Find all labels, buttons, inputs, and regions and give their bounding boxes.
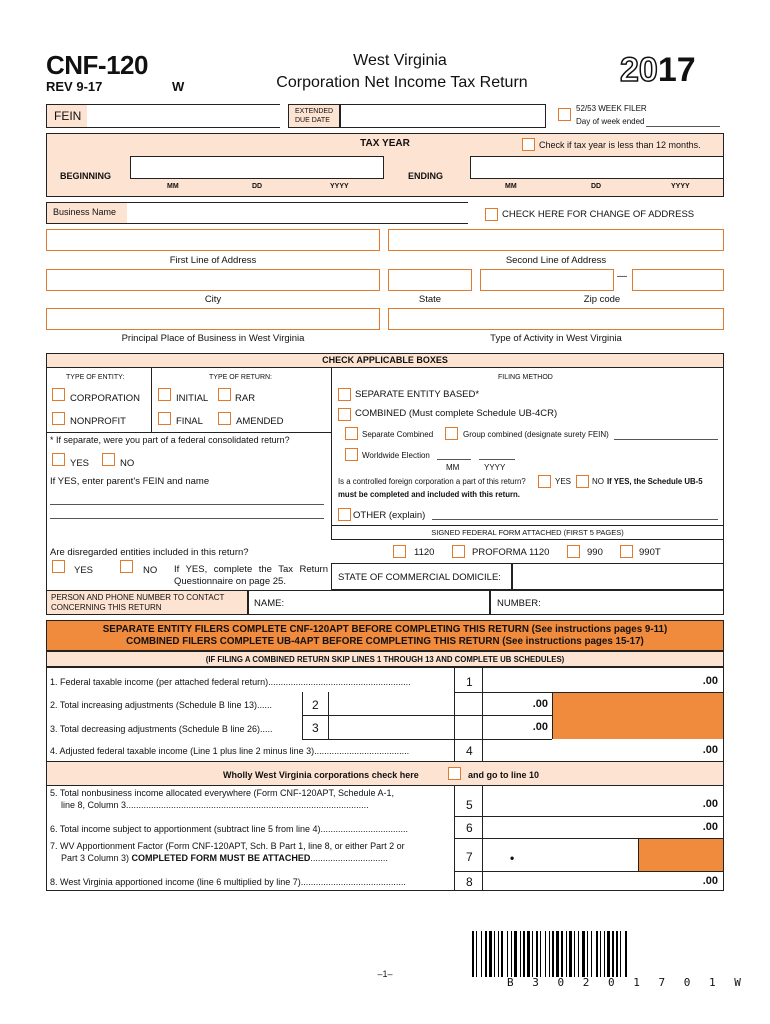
- barcode-bar: [604, 931, 605, 977]
- form-id: CNF-120: [46, 50, 148, 80]
- day-of-week-label: Day of week ended: [576, 117, 645, 126]
- worldwide-checkbox[interactable]: [345, 448, 358, 461]
- consolidated-yes-label: YES: [70, 458, 90, 469]
- cfc-yes-checkbox[interactable]: [538, 475, 551, 488]
- line-3-amount[interactable]: .00: [532, 721, 548, 733]
- form-w: W: [172, 79, 185, 94]
- barcode-bar: [620, 931, 621, 977]
- week-filer-label: 52/53 WEEK FILER: [576, 104, 647, 113]
- barcode-bar: [625, 931, 627, 977]
- year-prefix: 20: [620, 51, 658, 89]
- signed-federal-label: SIGNED FEDERAL FORM ATTACHED (FIRST 5 PAGES): [431, 528, 624, 537]
- col-23-right: [552, 692, 553, 739]
- year-suffix: 17: [657, 51, 696, 89]
- type-return-label: TYPE OF RETURN:: [209, 374, 273, 381]
- beginning-label: BEGINNING: [60, 171, 112, 181]
- barcode-bar: [600, 931, 601, 977]
- zip-label: Zip code: [583, 294, 621, 305]
- cfc-no-label: NO: [592, 477, 604, 486]
- worldwide-label: Worldwide Election: [362, 451, 430, 460]
- parent-fein-line2[interactable]: [50, 518, 324, 519]
- line-7-bold: COMPLETED FORM MUST BE ATTACHED: [131, 853, 311, 863]
- line-5-amount[interactable]: .00: [702, 798, 718, 810]
- contact-label: PERSON AND PHONE NUMBER TO CONTACT CONCERNING THIS RETURN: [51, 593, 225, 612]
- amended-label: AMENDED: [236, 416, 284, 427]
- zip-ext-input[interactable]: [632, 269, 724, 291]
- barcode-bar: [561, 931, 563, 977]
- state-input[interactable]: [388, 269, 472, 291]
- begin-dd: DD: [252, 183, 263, 190]
- combined-label: COMBINED (Must complete Schedule UB-4CR): [355, 408, 558, 419]
- col-2-3-left: [302, 692, 303, 739]
- business-name-label: Business Name: [53, 207, 117, 217]
- line-7-dots: ...............................: [310, 853, 388, 863]
- barcode-bar: [612, 931, 614, 977]
- barcode-bar: [578, 931, 579, 977]
- contact-number-input[interactable]: [490, 590, 724, 615]
- wholly-wv-checkbox[interactable]: [448, 767, 461, 780]
- tax-year-logo: [620, 51, 696, 90]
- state-title: West Virginia: [353, 52, 447, 69]
- line-4-number: 4: [466, 744, 473, 758]
- other-label: OTHER (explain): [353, 510, 426, 521]
- begin-yyyy: YYYY: [330, 183, 349, 190]
- contact-name-label: NAME:: [254, 598, 285, 609]
- domicile-input[interactable]: [512, 563, 724, 590]
- line-3-label: 3. Total decreasing adjustments (Schedule B line 26).....: [50, 724, 273, 734]
- line-4-label: 4. Adjusted federal taxable income (Line 1 plus line 2 minus line 3)......................................: [50, 746, 410, 756]
- separate-combined-checkbox[interactable]: [345, 427, 358, 440]
- consolidated-yes-checkbox[interactable]: [52, 453, 65, 466]
- banner-line1: SEPARATE ENTITY FILERS COMPLETE CNF-120APT BEFORE COMPLETING THIS RETURN (See instructions pages 9-11): [102, 624, 668, 635]
- shaded-cell-7: [638, 839, 723, 871]
- disregarded-no-label: NO: [143, 565, 158, 576]
- line-2-number: 2: [312, 698, 319, 712]
- shaded-cells-2-3: [553, 693, 723, 739]
- tax-year-title: TAX YEAR: [360, 138, 410, 149]
- ending-label: ENDING: [408, 171, 444, 181]
- barcode-bar: [607, 931, 610, 977]
- line-1-amount[interactable]: .00: [702, 675, 718, 687]
- ub5-note: If YES, the Schedule UB-5: [607, 477, 703, 486]
- rar-checkbox[interactable]: [218, 388, 231, 401]
- group-combined-checkbox[interactable]: [445, 427, 458, 440]
- line-6-label: 6. Total income subject to apportionment (subtract line 5 from line 4)...................................: [50, 824, 408, 834]
- barcode-bar: [485, 931, 487, 977]
- parent-fein-line1[interactable]: [50, 504, 324, 505]
- row-line-5: [454, 816, 724, 817]
- end-yyyy: YYYY: [671, 183, 690, 190]
- form-rev: REV 9-17: [46, 79, 103, 94]
- line-2-amount[interactable]: .00: [532, 698, 548, 710]
- row-line-wholly: [46, 785, 724, 786]
- goto-line-10: and go to line 10: [468, 770, 540, 780]
- num-col-divider-top: [454, 667, 455, 761]
- consolidated-no-checkbox[interactable]: [102, 453, 115, 466]
- barcode-bar: [498, 931, 499, 977]
- form-1120-checkbox[interactable]: [393, 545, 406, 558]
- barcode-bar: [536, 931, 538, 977]
- beginning-date-input[interactable]: [130, 156, 384, 179]
- rar-label: RAR: [235, 393, 256, 404]
- other-explain-line[interactable]: [432, 519, 718, 520]
- barcode-bar: [527, 931, 530, 977]
- type-entity-label: TYPE OF ENTITY:: [66, 374, 125, 381]
- disregarded-yes-checkbox[interactable]: [52, 560, 65, 573]
- barcode-bar: [476, 931, 477, 977]
- proforma-checkbox[interactable]: [452, 545, 465, 558]
- separate-entity-label: SEPARATE ENTITY BASED*: [355, 389, 480, 400]
- barcode-bar: [489, 931, 492, 977]
- barcode-bar: [545, 931, 546, 977]
- worldwide-mm-line[interactable]: [437, 459, 471, 460]
- initial-label: INITIAL: [176, 393, 209, 404]
- nonprofit-label: NONPROFIT: [70, 416, 126, 427]
- corporation-checkbox[interactable]: [52, 388, 65, 401]
- line-7-pre: Part 3 Column 3): [61, 853, 130, 863]
- fein-field[interactable]: [46, 104, 280, 128]
- line-8-number: 8: [466, 875, 473, 889]
- worldwide-yyyy: YYYY: [484, 463, 506, 472]
- city-input[interactable]: [46, 269, 380, 291]
- address-line2-input[interactable]: [388, 229, 724, 251]
- line-8-label: 8. West Virginia apportioned income (line 6 multiplied by line 7)..........................................: [50, 877, 406, 887]
- final-label: FINAL: [176, 416, 203, 427]
- barcode-bar: [556, 931, 559, 977]
- barcode-bar: [566, 931, 567, 977]
- barcode-bar: [511, 931, 512, 977]
- barcode-text: B 3 0 2 0 1 7 0 1 W: [507, 976, 747, 989]
- barcode-bar: [514, 931, 517, 977]
- principal-place-label: Principal Place of Business in West Virginia: [121, 333, 305, 344]
- first-line-label: First Line of Address: [169, 255, 257, 266]
- row-line-3: [302, 739, 552, 740]
- entity-bottom-line: [46, 432, 331, 433]
- form-990t-checkbox[interactable]: [620, 545, 633, 558]
- domicile-label: STATE OF COMMERCIAL DOMICILE:: [338, 572, 501, 583]
- less-than-12-checkbox[interactable]: [522, 138, 535, 151]
- business-name-field[interactable]: [46, 202, 468, 224]
- section-divider: [331, 368, 332, 539]
- parent-fein-label: If YES, enter parent’s FEIN and name: [50, 476, 210, 487]
- zip-dash: —: [617, 271, 627, 282]
- final-checkbox[interactable]: [158, 412, 171, 425]
- change-address-checkbox[interactable]: [485, 208, 498, 221]
- form-1120-label: 1120: [414, 547, 435, 558]
- contact-label-box: [46, 590, 248, 615]
- group-combined-label: Group combined (designate surety FEIN): [463, 430, 609, 439]
- form-990t-label: 990T: [639, 547, 661, 558]
- contact-name-input[interactable]: [248, 590, 490, 615]
- barcode-bar: [549, 931, 550, 977]
- banner-line2: COMBINED FILERS COMPLETE UB-4APT BEFORE COMPLETING THIS RETURN (See instructions pages 15-17): [126, 636, 644, 647]
- barcode-bar: [591, 931, 592, 977]
- row-line-7: [454, 871, 724, 872]
- activity-type-label: Type of Activity in West Virginia: [490, 333, 622, 344]
- cfc-no-checkbox[interactable]: [576, 475, 589, 488]
- barcode-bar: [596, 931, 598, 977]
- col-2-3-inner: [328, 692, 329, 739]
- extended-due-date-text: EXTENDED DUE DATE: [295, 108, 334, 124]
- fein-label: FEIN: [54, 109, 82, 123]
- cfc-yes-label: YES: [555, 477, 572, 486]
- line-8-amount[interactable]: .00: [702, 875, 718, 887]
- col-7-right: [638, 838, 639, 871]
- day-of-week-line[interactable]: [646, 126, 720, 127]
- activity-type-input[interactable]: [388, 308, 724, 330]
- state-label: State: [418, 294, 442, 305]
- line-2-label: 2. Total increasing adjustments (Schedule B line 13)......: [50, 700, 272, 710]
- combined-checkbox[interactable]: [338, 408, 351, 421]
- ub5-note-2: must be completed and included with this return.: [338, 490, 520, 499]
- disregarded-no-checkbox[interactable]: [120, 560, 133, 573]
- barcode-bar: [472, 931, 474, 977]
- ending-date-input[interactable]: [470, 156, 724, 179]
- surety-fein-line[interactable]: [614, 439, 718, 440]
- principal-place-input[interactable]: [46, 308, 380, 330]
- barcode-bar: [507, 931, 508, 977]
- disregarded-yes-label: YES: [74, 565, 94, 576]
- domicile-label-box: [331, 563, 512, 590]
- disregarded-question: Are disregarded entities included in this return?: [50, 547, 249, 558]
- wholly-wv-label: Wholly West Virginia corporations check here: [223, 770, 419, 780]
- barcode-bar: [494, 931, 495, 977]
- worldwide-yyyy-line[interactable]: [479, 459, 515, 460]
- barcode-bar: [587, 931, 588, 977]
- zip-input[interactable]: [480, 269, 614, 291]
- end-mm: MM: [505, 183, 517, 190]
- less-than-12-label: Check if tax year is less than 12 months.: [539, 140, 701, 150]
- extended-due-date-label: [288, 104, 340, 128]
- barcode-bar: [501, 931, 503, 977]
- barcode-bar: [574, 931, 575, 977]
- line-1-label: 1. Federal taxable income (per attached federal return).........................................................: [50, 677, 411, 687]
- signed-bottom-line: [331, 539, 724, 540]
- barcode-bar: [481, 931, 482, 977]
- line-1-number: 1: [466, 675, 473, 689]
- if-separate-question: * If separate, were you part of a federal consolidated return?: [50, 435, 290, 445]
- line-7-number: 7: [466, 850, 473, 864]
- check-boxes-title: CHECK APPLICABLE BOXES: [322, 355, 448, 365]
- barcode-bar: [520, 931, 521, 977]
- form-990-label: 990: [587, 547, 603, 558]
- line-5-number: 5: [466, 798, 473, 812]
- worldwide-mm: MM: [446, 463, 460, 472]
- line-4-amount[interactable]: .00: [702, 744, 718, 756]
- line-7-label-b: [61, 853, 388, 863]
- line-6-amount[interactable]: .00: [702, 821, 718, 833]
- nonprofit-checkbox[interactable]: [52, 412, 65, 425]
- consolidated-no-label: NO: [120, 458, 135, 469]
- address-line1-input[interactable]: [46, 229, 380, 251]
- line-7-label-a: 7. WV Apportionment Factor (Form CNF-120APT, Sch. B Part 1, line 8, or either Part 2 or: [50, 841, 405, 851]
- second-line-label: Second Line of Address: [505, 255, 607, 266]
- initial-checkbox[interactable]: [158, 388, 171, 401]
- combined-skip-note: (IF FILING A COMBINED RETURN SKIP LINES 1 THROUGH 13 AND COMPLETE UB SCHEDULES): [205, 655, 565, 664]
- barcode-bar: [540, 931, 541, 977]
- begin-mm: MM: [167, 183, 179, 190]
- line-6-number: 6: [466, 821, 473, 835]
- line-5-label-b: line 8, Column 3.................................................................................................: [61, 800, 369, 810]
- filing-method-label: FILING METHOD: [498, 374, 553, 381]
- line-3-number: 3: [312, 721, 319, 735]
- barcode-bar: [552, 931, 554, 977]
- city-label: City: [204, 294, 222, 305]
- separate-combined-label: Separate Combined: [362, 430, 434, 439]
- proforma-label: PROFORMA 1120: [472, 547, 550, 558]
- signed-top-line: [331, 525, 724, 526]
- barcode: [472, 931, 722, 977]
- corporation-label: CORPORATION: [70, 393, 141, 404]
- cfc-question: Is a controlled foreign corporation a part of this return?: [338, 477, 526, 486]
- change-address-label: CHECK HERE FOR CHANGE OF ADDRESS: [502, 209, 695, 220]
- barcode-bar: [616, 931, 618, 977]
- barcode-bar: [569, 931, 572, 977]
- barcode-bar: [523, 931, 525, 977]
- page-number: –1–: [377, 969, 393, 979]
- entity-divider: [151, 368, 152, 432]
- questionnaire-note: If YES, complete the Tax Return Questionnaire on page 25.: [174, 564, 328, 587]
- line-7-decimal-dot[interactable]: •: [510, 851, 515, 865]
- form-990-checkbox[interactable]: [567, 545, 580, 558]
- line-5-label-a: 5. Total nonbusiness income allocated everywhere (Form CNF-120APT, Schedule A-1,: [50, 788, 395, 798]
- amended-checkbox[interactable]: [218, 412, 231, 425]
- separate-entity-checkbox[interactable]: [338, 388, 351, 401]
- row-line-2: [302, 715, 552, 716]
- week-filer-checkbox[interactable]: [558, 108, 571, 121]
- end-dd: DD: [591, 183, 602, 190]
- other-checkbox[interactable]: [338, 508, 351, 521]
- form-title: Corporation Net Income Tax Return: [276, 74, 528, 91]
- extended-due-date-input[interactable]: [340, 104, 546, 128]
- barcode-bar: [582, 931, 585, 977]
- contact-number-label: NUMBER:: [497, 598, 541, 609]
- barcode-bar: [532, 931, 533, 977]
